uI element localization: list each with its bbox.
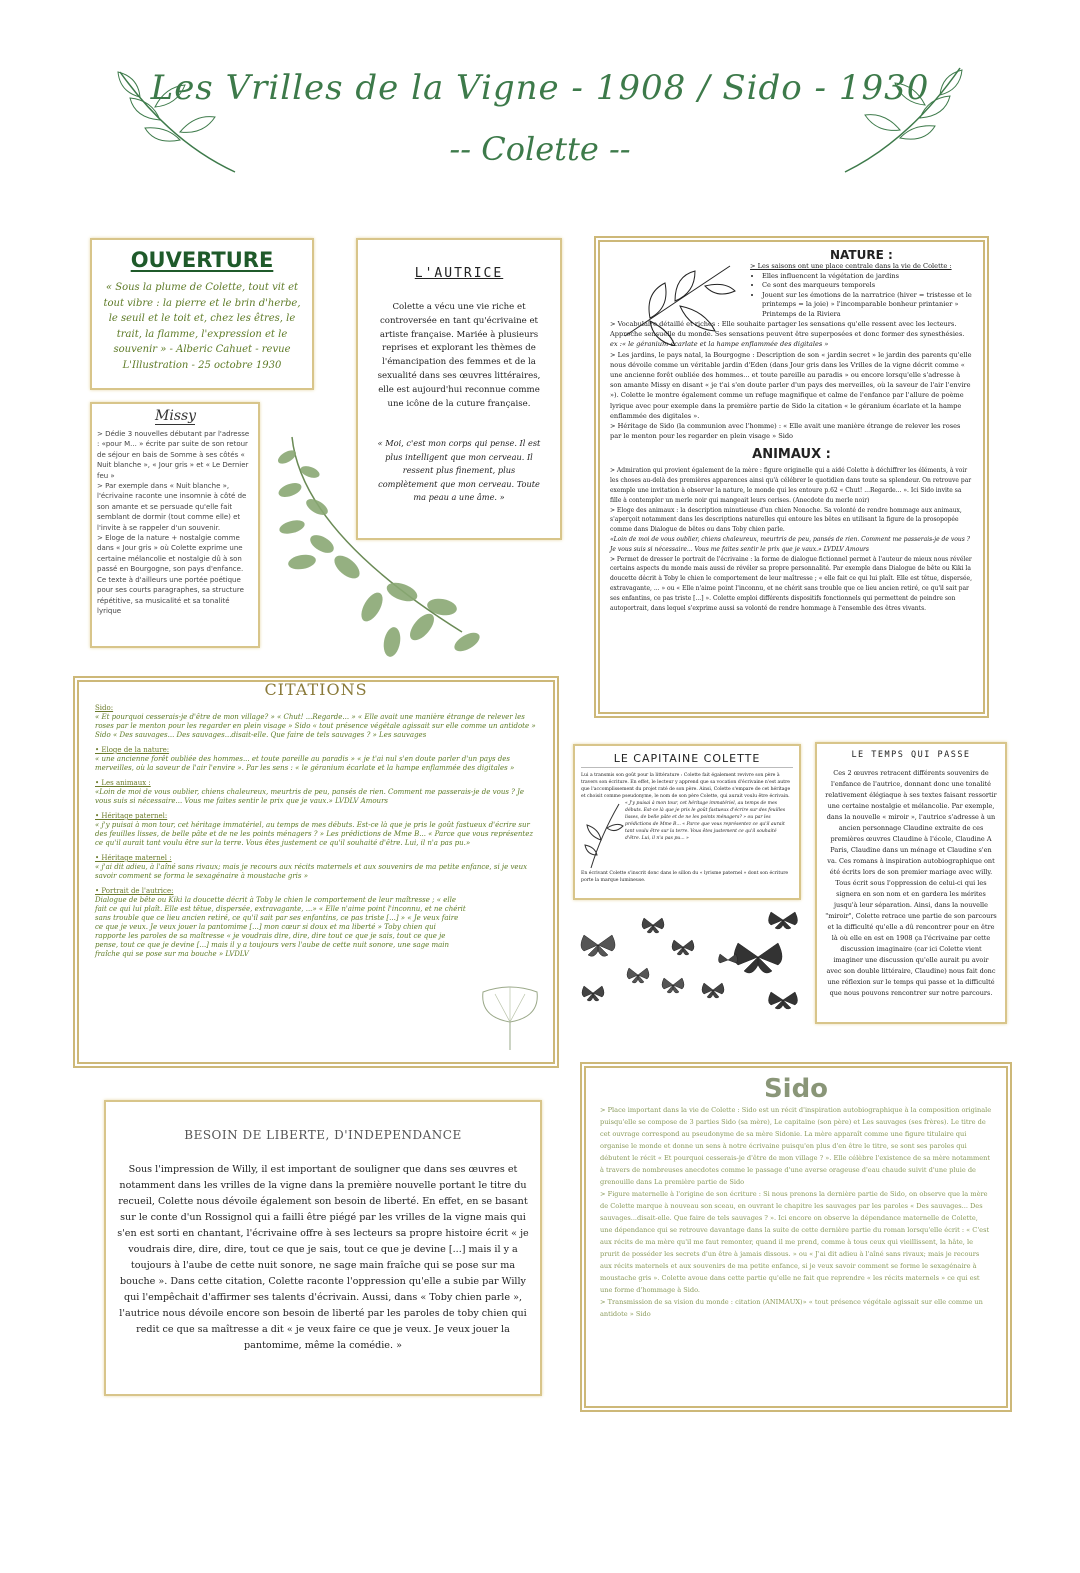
capitaine-paragraph-3: En écrivant Colette s'inscrit donc dans le sillon du « lyrisme paternel » dont son écriture porte la marque lumineuse.	[581, 871, 789, 883]
citations-maternel-label: • Héritage maternel :	[95, 854, 172, 862]
butterflies-icon	[578, 905, 810, 1025]
missy-paragraph-2: > Par exemple dans « Nuit blanche », l'écrivaine raconte une insomnie à côté de son amante et se persuade qu'elle fait semblant de dormir (tout comme elle) et l'invite à se rappeler d'un souvenir.	[97, 482, 247, 532]
temps-card	[815, 742, 1007, 1024]
missy-card	[90, 402, 260, 648]
capitaine-paragraph-1: Lui a transmis son goût pour la littérature : Colette fait également revivre son père à travers son écriture. En effet, le lecteur y apprend que sa vocation d'écrivaine n'est autre que l'accomplissement du projet raté de son père. Ainsi, Colette s'empare de cet héritage et choisit comme pseudonyme, le nom de son père Colette, qui aurait voulu être écrivain.	[581, 773, 791, 799]
animaux-paragraph-1: > Admiration qui provient également de la mère : figure originelle qui a aidé Colette à déchiffrer les éléments, à voir les choses au-delà des premières apparences ainsi qu'à célébrer le quotidien dans toute sa splendeur. On retrouve par exemple une invitation à observer la nature, le monde qui les entoure p.62 « Chut! ...Regarde... ». Ici Sido invite sa fille à contempler un merle noir qui mangeait leurs cerises. (Anecdote du merle noir)	[610, 467, 972, 504]
temps-heading: LE TEMPS QUI PASSE	[851, 750, 971, 760]
sido-card	[580, 1062, 1012, 1412]
capitaine-card	[573, 744, 801, 900]
page-subtitle: -- Colette --	[449, 130, 631, 168]
citations-paternel-lines: « j'y puisai à mon tour, cet héritage immatériel, au temps de mes débuts. Est-ce là que je pris le goût fastueux d'écrire sur des feuilles lisses, de belle pâte et de ne les points ménagers ? » Les prédictions de Mme B... « Parce que vous représentez ce qu'il aurait tant voulu être sur la terre. Vous êtes justement ce qu'il souhaité d'être. Lui, il n'a pas pu.»	[95, 821, 534, 847]
ginkgo-leaf-icon	[475, 982, 545, 1052]
citations-paternel-label: • Héritage paternel:	[95, 812, 168, 820]
capitaine-heading: LE CAPITAINE COLETTE	[581, 752, 793, 768]
missy-paragraph-3: > Eloge de la nature + nostalgie comme dans « Jour gris » où Colette exprime une certaine mélancolie et nostalgie dû à son passé en Bourgogne, son pays d'enfance. Ce texte à d'ailleurs une portée poétique pour ses courts paragraphes, sa structure répétitive, sa musicalité et sa tonalité lyrique	[97, 534, 244, 615]
citations-sido-label: Sido:	[95, 704, 114, 712]
liberte-card	[104, 1100, 542, 1396]
nature-paragraph-1: > Vocabulaire détaillé et riches : Elle souhaite partager les sensations qu'elle ressent avec les lecteurs. Approche sensuelle du monde. Ses sensations peuvent être superposées et donc former des synesthésies.	[610, 320, 965, 339]
citations-maternel-lines: « j'ai dit adieu, à l'aîné sans rivaux; mais je recours aux récits maternels et aux souvenirs de ma petite enfance, si je veux savoir comment se forma le sexagénaire à moustache gris »	[95, 863, 528, 880]
animaux-paragraph-2: > Eloge des animaux : la description minutieuse d'un chien Nonoche. Sa volonté de rendre hommage aux animaux, s'aperçoit notamment dans les descriptions naturelles qui entoure les bêtes en utilisant la figure de la prosopopée comme dans Dialogue de bêtes ou dans Toby chien parle.	[610, 506, 962, 534]
citations-card	[73, 676, 559, 1068]
liberte-heading: BESOIN DE LIBERTE, D'INDEPENDANCE	[184, 1128, 462, 1142]
autrice-quote: « Moi, c'est mon corps qui pense. Il est plus intelligent que mon cerveau. Il ressent plus finement, plus complètement que mon cerveau. Toute ma peau a une âme. »	[377, 438, 541, 503]
liberte-body: Sous l'impression de Willy, il est important de souligner que dans ses œuvres et notamment dans les vrilles de la vigne dans la première nouvelle portant le titre du recueil, Colette nous dévoile également son besoin de liberté. En effet, en se basant sur le conte d'un Rossignol qui a failli être piégé par les vrilles de la vigne mais qui s'en est sorti en chantant, l'écrivaine offre à ses lecteurs sa propre histoire écrit « je voudrais dire, dire, dire, tout ce que je sais, tout ce que je devine [...] mais il y a toujours à l'aube de cette nuit sonore, ne sage main fraîche qui se pose sur ma bouche ». Dans cette citation, Colette raconte l'oppression qu'elle a subie par Willy qui l'empêchait d'affirmer ses talents d'écrivain. Aussi, dans « Toby chien parle », l'autrice nous dévoile encore son besoin de liberté par les paroles de toby chien qui redit ce que sa maîtresse a dit « je veux faire ce que je veux. Je veux jouer la pantomime, même la comédie. »	[117, 1164, 529, 1351]
sido-paragraph-1: > Place important dans la vie de Colette : Sido est un récit d'inspiration autobiographique à la composition originale puisqu'elle se compose de 3 parties Sido (sa mère), Le capitaine (son père) et Les sauvages (ses frères). Le titre de cet ouvrage correspond au pseudonyme de sa mère Sidonie. La mère apparaît comme une figure titulaire qui organise le monde et donne un sens à notre écrivaine puisqu'en plus d'en être le titre, se sont ses paroles qui débutent le récit « Et pourquoi cesserais-je d'être de mon village ? ». Elle célèbre l'existence de sa mère notamment à travers de nombreuses anecdotes comme le passage d'une averse orageuse d'eau chaude suivit d'une pluie de grenouille dans La première partie de Sido	[600, 1106, 992, 1186]
citations-animaux-lines: «Loin de moi de vous oublier, chiens chaleureux, meurtris de peu, pansés de rien. Comment me passerais-je de vous ? Je vous suis si nécessaire... Vous me faites sentir le prix que je vaux.» LVDLV Amours	[95, 788, 525, 805]
sido-heading: Sido	[763, 1074, 829, 1104]
animaux-quote: «Loin de moi de vous oublier, chiens chaleureux, meurtris de peu, pansés de rien. Comment me passerais-je de vous ? Je vous suis si nécessaire... Vous me faites sentir le prix que je vaux.» LVDLV Amours	[610, 536, 970, 553]
citations-nature-label: • Eloge de la nature:	[95, 746, 170, 754]
animaux-heading: ANIMAUX :	[752, 447, 831, 463]
nature-heading: NATURE :	[830, 248, 893, 262]
autrice-heading: L'AUTRICE	[414, 266, 504, 281]
citations-portrait-label: • Portrait de l'autrice:	[95, 887, 174, 895]
ouverture-heading: OUVERTURE	[130, 248, 274, 272]
citations-heading: CITATIONS	[264, 680, 368, 699]
citations-sido-lines: « Et pourquoi cesserais-je d'être de mon village? » « Chut! ...Regarde... » « Elle avait une manière étrange de relever les roses par le menton pour les regarder en plein visage » Sido « tout présence végétale agissait sur elle comme un antidote » Sido « Des sauvages... Des sauvages...disait-elle. Que faire de tels sauvages ? » Les sauvages	[95, 713, 536, 739]
citations-nature-lines: « une ancienne forêt oubliée des hommes... et toute pareille au paradis » « je t'ai nul s'en doute parler d'un pays des merveilles, où la saveur de l'air l'envire ». Par les sens : « le géranium écarlate et la hampe enflammée des digitales »	[95, 755, 515, 772]
sido-paragraph-3: > Transmission de sa vision du monde : citation (ANIMAUX)» « tout présence végétale agissait sur elle comme un antidote » Sido	[600, 1298, 983, 1318]
nature-animaux-card	[594, 236, 989, 718]
capitaine-quote: « J'y puisai à mon tour, cet héritage immatériel, au temps de mes débuts. Est-ce là que je pris le goût fastueux d'écrire sur des feuilles lisses, de belle pâte et de ne les points ménagers? » ou par les prédictions de Mme B... « Parce que vous représentez ce qu'il aurait tant voulu être sur la terre. Vous êtes justement ce qu'il souhaité d'être. Lui, il n'a pas pu... »	[625, 801, 786, 841]
nature-paragraph-3: > Héritage de Sido (la communion avec l'homme) : « Elle avait une manière étrange de relever les roses par le menton pour les regarder en plein visage » Sido	[610, 422, 961, 441]
page-title: Les Vrilles de la Vigne - 1908 / Sido - 1930	[150, 68, 930, 108]
autrice-body: Colette a vécu une vie riche et controversée en tant qu'écrivaine et artiste française. Mariée à plusieurs reprises et explorant les thèmes de l'émancipation des femmes et de la sexualité dans ses œuvres littéraires, elle est aujourd'hui reconnue comme une icône de la cuture française.	[377, 302, 541, 409]
ouverture-card	[90, 238, 314, 390]
flower-branch-icon	[581, 800, 625, 870]
leafy-branch-icon	[620, 256, 740, 346]
citations-animaux-label: • Les animaux :	[95, 779, 151, 787]
missy-paragraph-1: > Dédie 3 nouvelles débutant par l'adresse : «pour M... » écrite par suite de son retour de séjour en bais de Somme à ses côtés « Nuit blanche », « Jour gris » et « Le Dernier feu »	[97, 430, 250, 480]
eucalyptus-branch-icon	[262, 432, 492, 672]
animaux-paragraph-3: > Permet de dresser le portrait de l'écrivaine : la forme de dialogue fictionnel permet à l'auteur de mieux nous révéler certains aspects du monde mais aussi de révéler sa propre personnalité. Par exemple dans Dialogue de bête ou Kiki la doucette décrit à Toby le chien le comportement de leur maîtresse ; « elle fait ce qui lui plaît. Elle est têtue, dispersée, extravagante, ... » ou « Elle n'aime point l'inconnu, et ne chérit sans trouble que ce lieu ancien retiré, ce qu'il sait par ses enfantins, ce pas triste [...] ». Colette emploi différents dispositifs fonctionnels qui permettent de peindre son autoportrait, dans lequel s'exprime aussi sa volonté de rendre hommage à l'ensemble des êtres vivants.	[610, 555, 973, 612]
missy-signature: Missy	[155, 408, 197, 424]
nature-intro: > Les saisons ont une place centrale dans la vie de Colette :	[750, 262, 952, 270]
nature-bullets	[750, 272, 973, 320]
citations-portrait-lines: Dialogue de bête ou Kiki la doucette décrit à Toby le chien le comportement de leur maîtresse ; « elle fait ce qui lui plaît. Elle est têtue, dispersée, extravagante, ...» « Elle n'aime point l'inconnu, et ne chérit sans trouble que ce lieu ancien retiré, ce qu'il sait par ses enfantins, ce pas triste [...] » « Je veux faire ce que je veux. Je veux jouer la pantomime [...] mon cœur si doux et ma liberté » Toby chien qui rapporte les paroles de sa maîtresse « je voudrais dire, dire, dire tout ce que je sais, tout ce que je pense, tout ce que je devine [...] mais il y a toujours vers l'aube de cette nuit sonore, une sage main fraîche qui se pose sur ma bouche » LVDLV	[95, 896, 466, 958]
list-item: • Elles influencent la végétation de jardins	[762, 272, 973, 282]
ouverture-quote: « Sous la plume de Colette, tout vit et tout vibre : la pierre et le brin d'herbe, le seuil et le toit et, chez les êtres, le trait, la flamme, l'expression et le souvenir » - Alberic Cahuet - revue L'Illustration - 25 octobre 1930	[103, 282, 301, 371]
list-item: • Jouent sur les émotions de la narratrice (hiver = tristesse et le printemps = la joie) » l'incomparable bonheur printanier » Printemps de la Riviera	[762, 291, 973, 320]
nature-paragraph-2: > Les jardins, le pays natal, la Bourgogne : Description de son « jardin secret » le jardin des parents qu'elle nous dévoile comme un véritable jardin d'Eden (dans Jour gris dans les Vrilles de la vigne décrit comme « une ancienne forêt oubliée des hommes... et toute pareille au paradis » ou encore lorsqu'elle s'adresse à son amante Missy en disant « je t'ai s'en doute parler d'un pays des merveilles, où la saveur de l'air l'envire »). Colette le montre également comme un refuge magnifique et calme de l'enfance par l'allure de poème lyrique avec pour exemple dans la première partie de Sido la citation « le géranium écarlate et la hampe enflammée des digitales ».	[610, 350, 972, 420]
list-item: • Ce sont des marqueurs temporels	[762, 281, 973, 291]
nature-example: ex :« le géranium écarlate et la hampe enflammée des digitales »	[610, 340, 829, 349]
sido-paragraph-2: > Figure maternelle à l'origine de son écriture : Si nous prenons la dernière partie de Sido, on observe que la mère de Colette marque à nouveau son sceau, en ouvrant le chapitre les sauvages par les paroles « Des sauvages... Des sauvages...disait-elle. Que faire de tels sauvages ? ». Ici encore on observe la dépendance maternelle de Colette, une dépendance qui se retrouve davantage dans la suite de cette dernière partie du roman lorsqu'elle écrit : « C'est aux récits de ma mère qu'il me faut remonter, quand il me prend, comme à tous ceux qui vieillissent, la hâte, le prurit de posséder les secrets d'un être à jamais dissous. » ou « J'ai dit adieu à l'aîné sans rivaux; mais je recours aux récits maternels et aux souvenirs de ma petite enfance, si je veux savoir comment se forme le sexagénaire à moustache gris ». Colette avoue dans cette partie qu'elle ne fait que reprendre « les récits maternels » ce qui est une forme d'hommage à Sido.	[600, 1190, 990, 1294]
right-branch-icon	[840, 60, 970, 180]
temps-body: Ces 2 œuvres retracent différents souvenirs de l'enfance de l'autrice, donnant donc une tonalité relativement élégiaque à ses textes faisant ressortir une certaine nostalgie et mélancolie. Par exemple, dans la nouvelle « miroir », l'autrice s'adresse à un ancien personnage Claudine extraite de ces premières œuvres Claudine à l'école, Claudine A Paris, Claudine dans un ménage et Claudine s'en va. Ces romans à inspiration autobiographique ont été écrits lors de son premier mariage avec willy. Tous écrit sous l'oppression de celui-ci qui les signera en son nom et en gardera les mérites jusqu'à leur séparation. Ainsi, dans la nouvelle "miroir", Colette retrace une partie de son parcours et la difficulté qu'elle a dû rencontrer pour en être là où elle en est en 1908 ça l'écrivaine par cette discussion imaginaire (car ici Colette vient imaginer une discussion qu'elle aurait pu avoir avec son double littéraire, Claudine) nous fait donc une réflexion sur le temps qui passe et la difficulté que nous pouvons rencontrer sur notre parcours.	[825, 769, 997, 997]
